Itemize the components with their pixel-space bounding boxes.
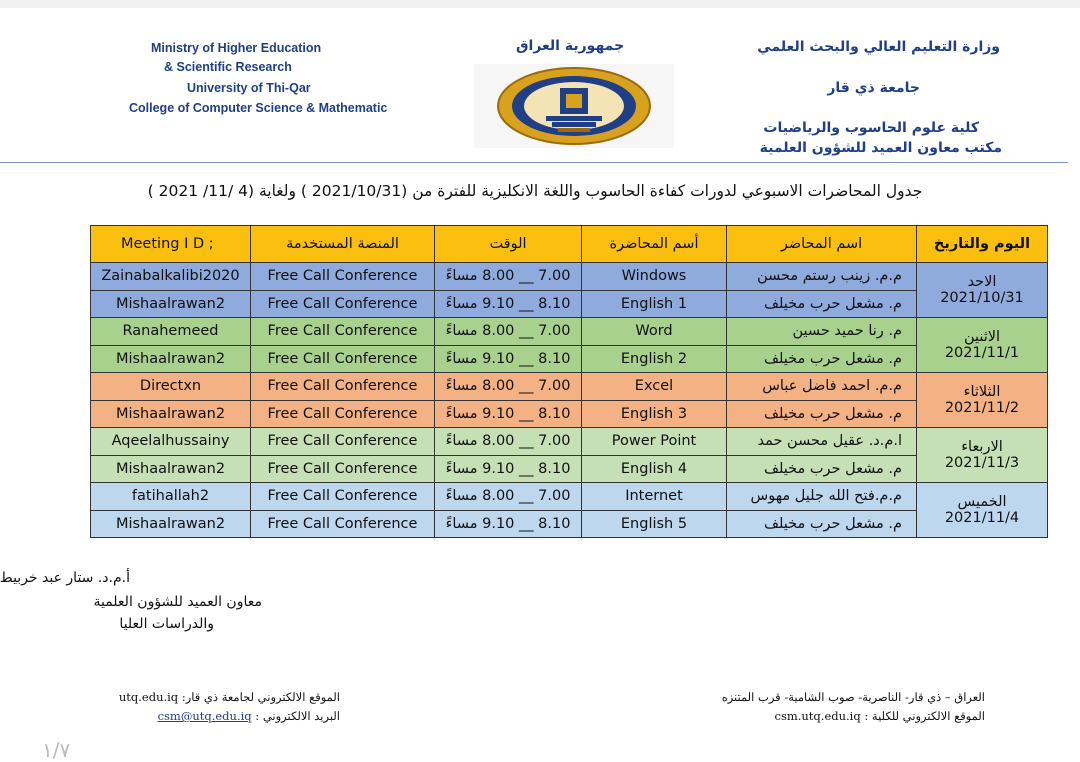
university-logo — [474, 64, 674, 148]
table-row — [91, 290, 1048, 318]
footer-college-site — [775, 709, 986, 723]
table-row — [91, 428, 1048, 456]
time-cell: 7.00 __ 8.00 مساءً — [435, 318, 582, 346]
lecturer-cell: م. مشعل حرب مخيلف — [727, 455, 917, 483]
footer-university-site — [119, 690, 340, 704]
meeting-id-cell: Mishaalrawan2 — [91, 290, 251, 318]
header-lecturer: اسم المحاضر — [727, 226, 917, 263]
day-date-cell — [917, 373, 1048, 428]
header-en-line-2: & Scientific Research — [164, 60, 292, 74]
table-row — [91, 373, 1048, 401]
day-name: الاحد — [967, 274, 997, 290]
platform-cell: Free Call Conference — [251, 345, 435, 373]
lecturer-cell: م. مشعل حرب مخيلف — [727, 510, 917, 538]
lecture-cell: English 1 — [582, 290, 727, 318]
college-site-link[interactable]: csm.utq.edu.iq — [774, 709, 861, 723]
meeting-id-cell: Mishaalrawan2 — [91, 345, 251, 373]
header-en-line-1: Ministry of Higher Education — [151, 41, 322, 55]
time-cell: 7.00 __ 8.00 مساءً — [435, 483, 582, 511]
time-cell: 8.10 __ 9.10 مساءً — [435, 510, 582, 538]
day-date: 2021/11/3 — [944, 455, 1020, 471]
table-row — [91, 455, 1048, 483]
email-link[interactable]: csm@utq.edu.iq — [157, 709, 252, 723]
header-day-date: اليوم والتاريخ — [917, 226, 1048, 263]
footer-email — [158, 709, 340, 723]
header-lecture: أسم المحاضرة — [582, 226, 727, 263]
platform-cell: Free Call Conference — [251, 318, 435, 346]
meeting-id-cell: Directxn — [91, 373, 251, 401]
platform-cell: Free Call Conference — [251, 290, 435, 318]
day-date-cell — [917, 428, 1048, 483]
time-cell: 8.10 __ 9.10 مساءً — [435, 345, 582, 373]
day-date: 2021/11/2 — [944, 400, 1020, 416]
header-en-line-3: University of Thi-Qar — [187, 81, 311, 95]
time-cell: 8.10 __ 9.10 مساءً — [435, 455, 582, 483]
time-cell: 7.00 __ 8.00 مساءً — [435, 263, 582, 291]
page-number: ١/٧ — [42, 738, 71, 762]
header-en-line-4: College of Computer Science & Mathematic — [129, 101, 388, 115]
header-divider — [0, 162, 1068, 163]
lecture-cell: Windows — [582, 263, 727, 291]
header-ar-line-4: مكتب معاون العميد للشؤون العلمية — [759, 140, 1002, 156]
header-platform: المنصة المستخدمة — [251, 226, 435, 263]
table-row — [91, 318, 1048, 346]
signature-name: أ.م.د. ستار عبد خربيط — [0, 570, 130, 586]
university-site-label: الموقع الالكتروني لجامعة ذي قار: — [181, 690, 340, 704]
time-cell: 7.00 __ 8.00 مساءً — [435, 428, 582, 456]
day-name: الخميس — [957, 494, 1007, 510]
lecture-cell: Power Point — [582, 428, 727, 456]
meeting-id-cell: Mishaalrawan2 — [91, 510, 251, 538]
lecture-cell: English 3 — [582, 400, 727, 428]
meeting-id-cell: Ranahemeed — [91, 318, 251, 346]
platform-cell: Free Call Conference — [251, 483, 435, 511]
lecture-cell: English 5 — [582, 510, 727, 538]
lecturer-cell: م.م. زينب رستم محسن — [727, 263, 917, 291]
meeting-id-cell: fatihallah2 — [91, 483, 251, 511]
platform-cell: Free Call Conference — [251, 510, 435, 538]
day-date: 2021/11/4 — [944, 510, 1020, 526]
meeting-id-cell: Aqeelalhussainy — [91, 428, 251, 456]
platform-cell: Free Call Conference — [251, 428, 435, 456]
header-ar-line-2: جامعة ذي قار — [827, 80, 920, 96]
signature-title-2: والدراسات العليا — [119, 616, 214, 632]
lecturer-cell: م. رنا حميد حسين — [727, 318, 917, 346]
email-label: البريد الالكتروني : — [255, 709, 340, 723]
platform-cell: Free Call Conference — [251, 455, 435, 483]
header-time: الوقت — [435, 226, 582, 263]
meeting-id-cell: Zainabalkalibi2020 — [91, 263, 251, 291]
lecturer-cell: م.م. احمد فاضل عباس — [727, 373, 917, 401]
day-date-cell — [917, 483, 1048, 538]
platform-cell: Free Call Conference — [251, 373, 435, 401]
table-row — [91, 263, 1048, 291]
lecturer-cell: م. مشعل حرب مخيلف — [727, 345, 917, 373]
day-date: 2021/10/31 — [940, 290, 1024, 306]
lecturer-cell: ا.م.د. عقيل محسن حمد — [727, 428, 917, 456]
college-seal-icon — [474, 64, 674, 148]
lecturer-cell: م. مشعل حرب مخيلف — [727, 400, 917, 428]
footer-address: العراق – ذي قار- الناصرية- صوب الشامية- قرب المتنزه — [721, 690, 985, 704]
table-row — [91, 400, 1048, 428]
time-cell: 8.10 __ 9.10 مساءً — [435, 290, 582, 318]
university-site-link[interactable]: utq.edu.iq — [118, 690, 179, 704]
header-meeting-id: Meeting I D ; — [91, 226, 251, 263]
table-header-row — [91, 226, 1048, 263]
table-row — [91, 510, 1048, 538]
document-title: جدول المحاضرات الاسبوعي لدورات كفاءة الحاسوب واللغة الانكليزية للفترة من (2021/10/31 ) ولغاية (4 /11/ 2021 ) — [147, 182, 923, 200]
lecture-cell: English 2 — [582, 345, 727, 373]
day-date-cell — [917, 318, 1048, 373]
signature-title-1: معاون العميد للشؤون العلمية — [93, 594, 262, 610]
lecture-cell: Internet — [582, 483, 727, 511]
lecturer-cell: م. مشعل حرب مخيلف — [727, 290, 917, 318]
time-cell: 7.00 __ 8.00 مساءً — [435, 373, 582, 401]
header-center-title: جمهورية العراق — [516, 38, 625, 54]
lecturer-cell: م.م.فتح الله جليل مهوس — [727, 483, 917, 511]
schedule-table — [90, 225, 1048, 538]
meeting-id-cell: Mishaalrawan2 — [91, 455, 251, 483]
platform-cell: Free Call Conference — [251, 400, 435, 428]
college-site-label: الموقع الالكتروني للكلية : — [864, 709, 985, 723]
time-cell: 8.10 __ 9.10 مساءً — [435, 400, 582, 428]
day-name: الاثنين — [963, 329, 1001, 345]
day-name: الاربعاء — [961, 439, 1003, 455]
day-date-cell — [917, 263, 1048, 318]
header-ar-line-3: كلية علوم الحاسوب والرياضيات — [763, 120, 979, 136]
top-band — [0, 0, 1080, 8]
day-date: 2021/11/1 — [944, 345, 1020, 361]
platform-cell: Free Call Conference — [251, 263, 435, 291]
lecture-cell: Excel — [582, 373, 727, 401]
meeting-id-cell: Mishaalrawan2 — [91, 400, 251, 428]
lecture-cell: Word — [582, 318, 727, 346]
lecture-cell: English 4 — [582, 455, 727, 483]
header-ar-line-1: وزارة التعليم العالي والبحث العلمي — [757, 39, 1000, 55]
day-name: الثلاثاء — [963, 384, 1001, 400]
table-row — [91, 345, 1048, 373]
table-row — [91, 483, 1048, 511]
